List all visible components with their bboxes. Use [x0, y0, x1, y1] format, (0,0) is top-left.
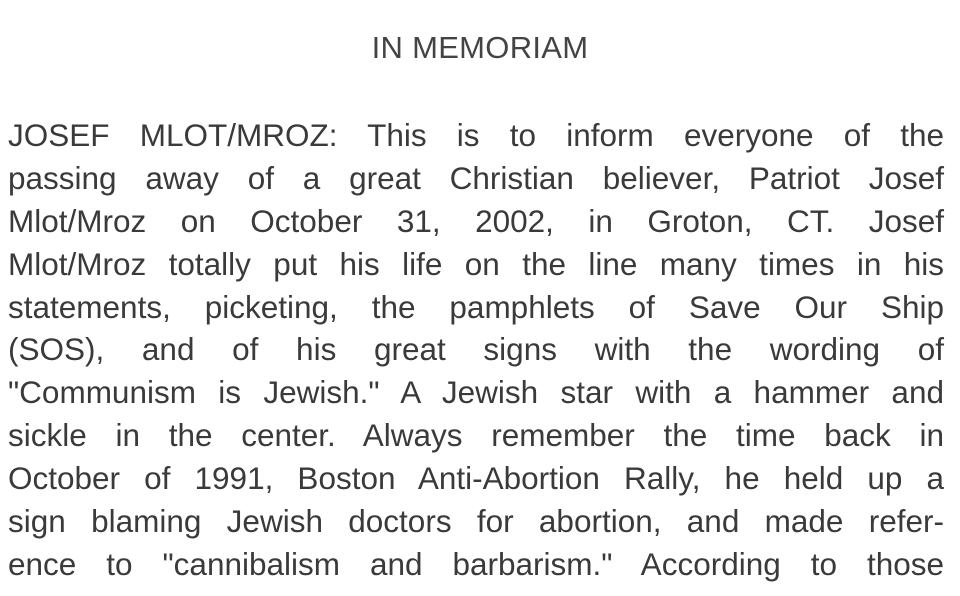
text-line: Mlot/Mroz on October 31, 2002, in Groton, CT. Josef — [8, 202, 944, 239]
text-line: Mlot/Mroz totally put his life on the line many times in his — [8, 245, 944, 282]
text-line: (SOS), and of his great signs with the wording of — [8, 331, 944, 368]
text-line: sickle in the center. Always remember the time back in — [8, 417, 944, 454]
page-title: IN MEMORIAM — [371, 30, 589, 65]
text-line: passing away of a great Christian believer, Patriot Josef — [8, 159, 944, 196]
text-line: October of 1991, Boston Anti-Abortion Rally, he held up a — [8, 460, 944, 497]
text-line: JOSEF MLOT/MROZ: This is to inform everyone of the — [8, 117, 944, 153]
text-line: statements, picketing, the pamphlets of Save Our Ship — [8, 288, 944, 325]
memoriam-body — [8, 114, 944, 586]
text-line: "Communism is Jewish." A Jewish star with a hammer and — [8, 374, 944, 411]
text-line: ence to "cannibalism and barbarism." According to those — [8, 545, 944, 582]
text-line: sign blaming Jewish doctors for abortion, and made refer- — [8, 503, 944, 540]
